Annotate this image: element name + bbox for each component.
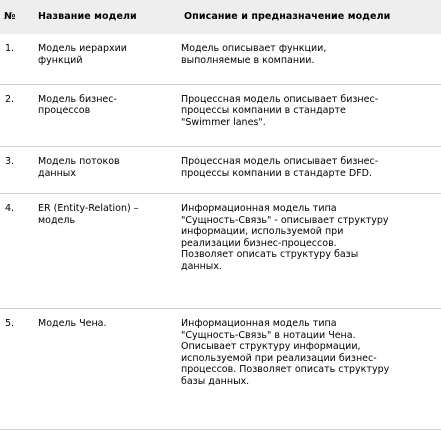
row-description: Процессная модель описывает бизнес- процессы компании в стандарте "Swimmer lanes". bbox=[181, 93, 379, 128]
row-description: Процессная модель описывает бизнес- процессы компании в стандарте DFD. bbox=[181, 156, 379, 179]
row-description: Модель описывает функции, выполняемые в компании. bbox=[181, 43, 327, 66]
row-name: ER (Entity-Relation) – модель bbox=[38, 203, 139, 226]
row-description: Информационная модель типа "Сущность-Связь" в нотации Чена. Описывает структуру информации, используемой при реализации бизнес- процессов. Позволяет описать структуру базы данных. bbox=[181, 318, 390, 387]
row-name: Модель иерархии функций bbox=[38, 43, 127, 66]
header-description: Описание и предназначение модели bbox=[168, 0, 441, 34]
table-row bbox=[0, 194, 441, 309]
row-name: Модель Чена. bbox=[38, 318, 107, 330]
row-number: 1. bbox=[5, 43, 15, 54]
table-row bbox=[0, 84, 441, 147]
table-row bbox=[0, 309, 441, 430]
header-number: № bbox=[0, 0, 28, 34]
row-number: 3. bbox=[5, 156, 15, 168]
table-row bbox=[0, 34, 441, 84]
table-header-row bbox=[0, 0, 441, 34]
row-number: 5. bbox=[5, 318, 15, 330]
row-name: Модель бизнес- процессов bbox=[38, 93, 117, 117]
row-number: 4. bbox=[5, 203, 15, 215]
header-name: Название модели bbox=[28, 0, 168, 34]
row-number: 2. bbox=[5, 93, 15, 105]
table-row bbox=[0, 147, 441, 194]
row-name: Модель потоков данных bbox=[38, 156, 120, 179]
row-description: Информационная модель типа "Сущность-Связь" - описывает структуру информации, используемой при реализации бизнес-процессов. Позволяет описать структуру базы данных. bbox=[181, 203, 389, 272]
